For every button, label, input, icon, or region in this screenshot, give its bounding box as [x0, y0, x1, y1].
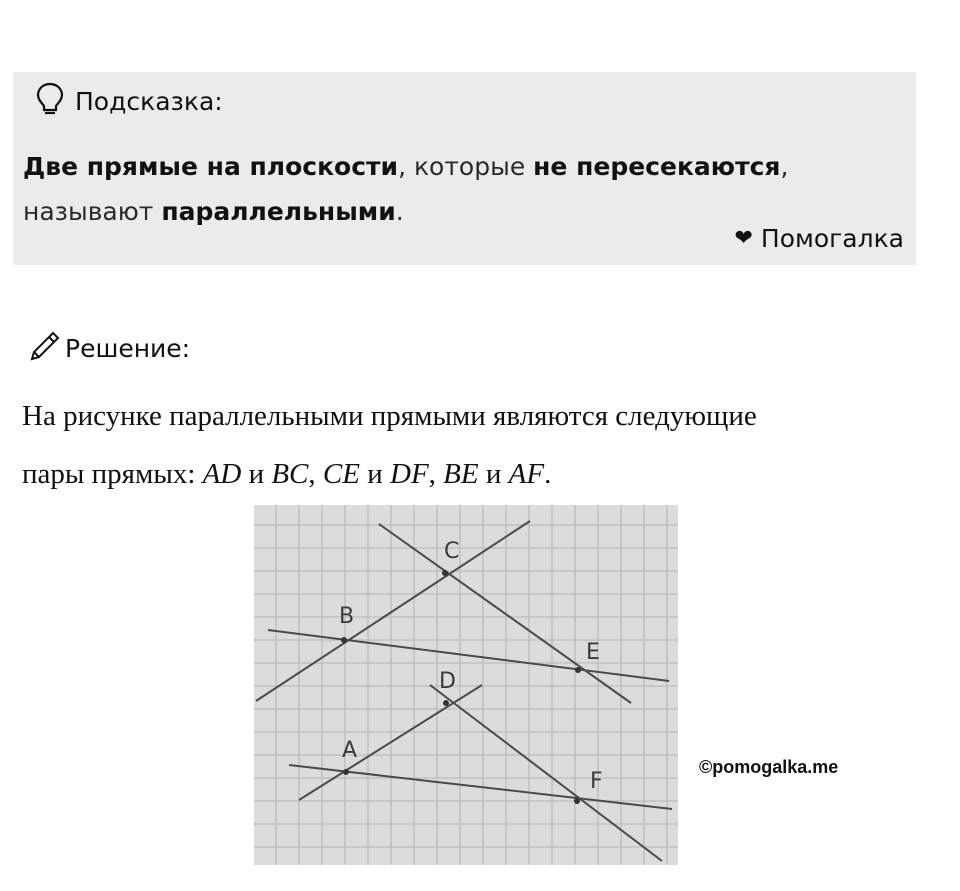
- pair-2b: DF: [390, 458, 429, 490]
- pair-3b: AF: [508, 458, 545, 490]
- label-b: B: [339, 604, 355, 629]
- hint-text-4: .: [395, 197, 404, 226]
- solution-line-1: На рисунке параллельными прямыми являются следующие: [22, 400, 757, 432]
- pencil-icon: [27, 328, 63, 368]
- hint-text-3: называют: [23, 197, 162, 226]
- end: .: [544, 458, 552, 490]
- label-e: E: [586, 640, 600, 665]
- solution-text: [22, 387, 922, 503]
- hint-bold-3: параллельными: [161, 197, 396, 226]
- label-d: D: [439, 669, 456, 694]
- and-3: и: [478, 458, 509, 490]
- label-f: F: [590, 769, 603, 794]
- sep-2: ,: [428, 458, 444, 490]
- hint-box: [13, 72, 916, 265]
- pair-3a: BE: [443, 458, 479, 490]
- and-2: и: [359, 458, 390, 490]
- hint-title: Подсказка:: [75, 86, 223, 116]
- pair-1a: AD: [202, 458, 242, 490]
- lightbulb-icon: [35, 82, 65, 120]
- sep-1: ,: [308, 458, 323, 490]
- solution-line-2-prefix: пары прямых:: [22, 458, 203, 490]
- pair-1b: BC: [271, 458, 309, 490]
- label-c: C: [444, 539, 460, 564]
- and-1: и: [241, 458, 272, 490]
- point-e: [575, 667, 581, 673]
- hint-text: [23, 144, 903, 234]
- label-a: A: [342, 738, 358, 763]
- hint-text-1: , которые: [398, 152, 534, 181]
- watermark: ©pomogalka.me: [699, 757, 839, 777]
- point-a: [343, 769, 349, 775]
- figure-svg: [254, 505, 678, 865]
- grid-figure: [254, 505, 678, 865]
- hint-bold-1: Две прямые на плоскости: [23, 152, 399, 181]
- solution-header: [27, 328, 190, 368]
- hint-header: [35, 82, 223, 120]
- hint-text-2: ,: [780, 152, 789, 181]
- credit: [734, 224, 904, 253]
- point-f: [574, 798, 580, 804]
- point-c: [442, 570, 448, 576]
- point-b: [341, 637, 347, 643]
- point-d: [443, 700, 449, 706]
- pair-2a: CE: [322, 458, 360, 490]
- solution-title: Решение:: [65, 333, 191, 363]
- credit-label: Помогалка: [760, 224, 904, 253]
- hint-bold-2: не пересекаются: [533, 152, 781, 181]
- heart-icon: ❤: [734, 226, 753, 251]
